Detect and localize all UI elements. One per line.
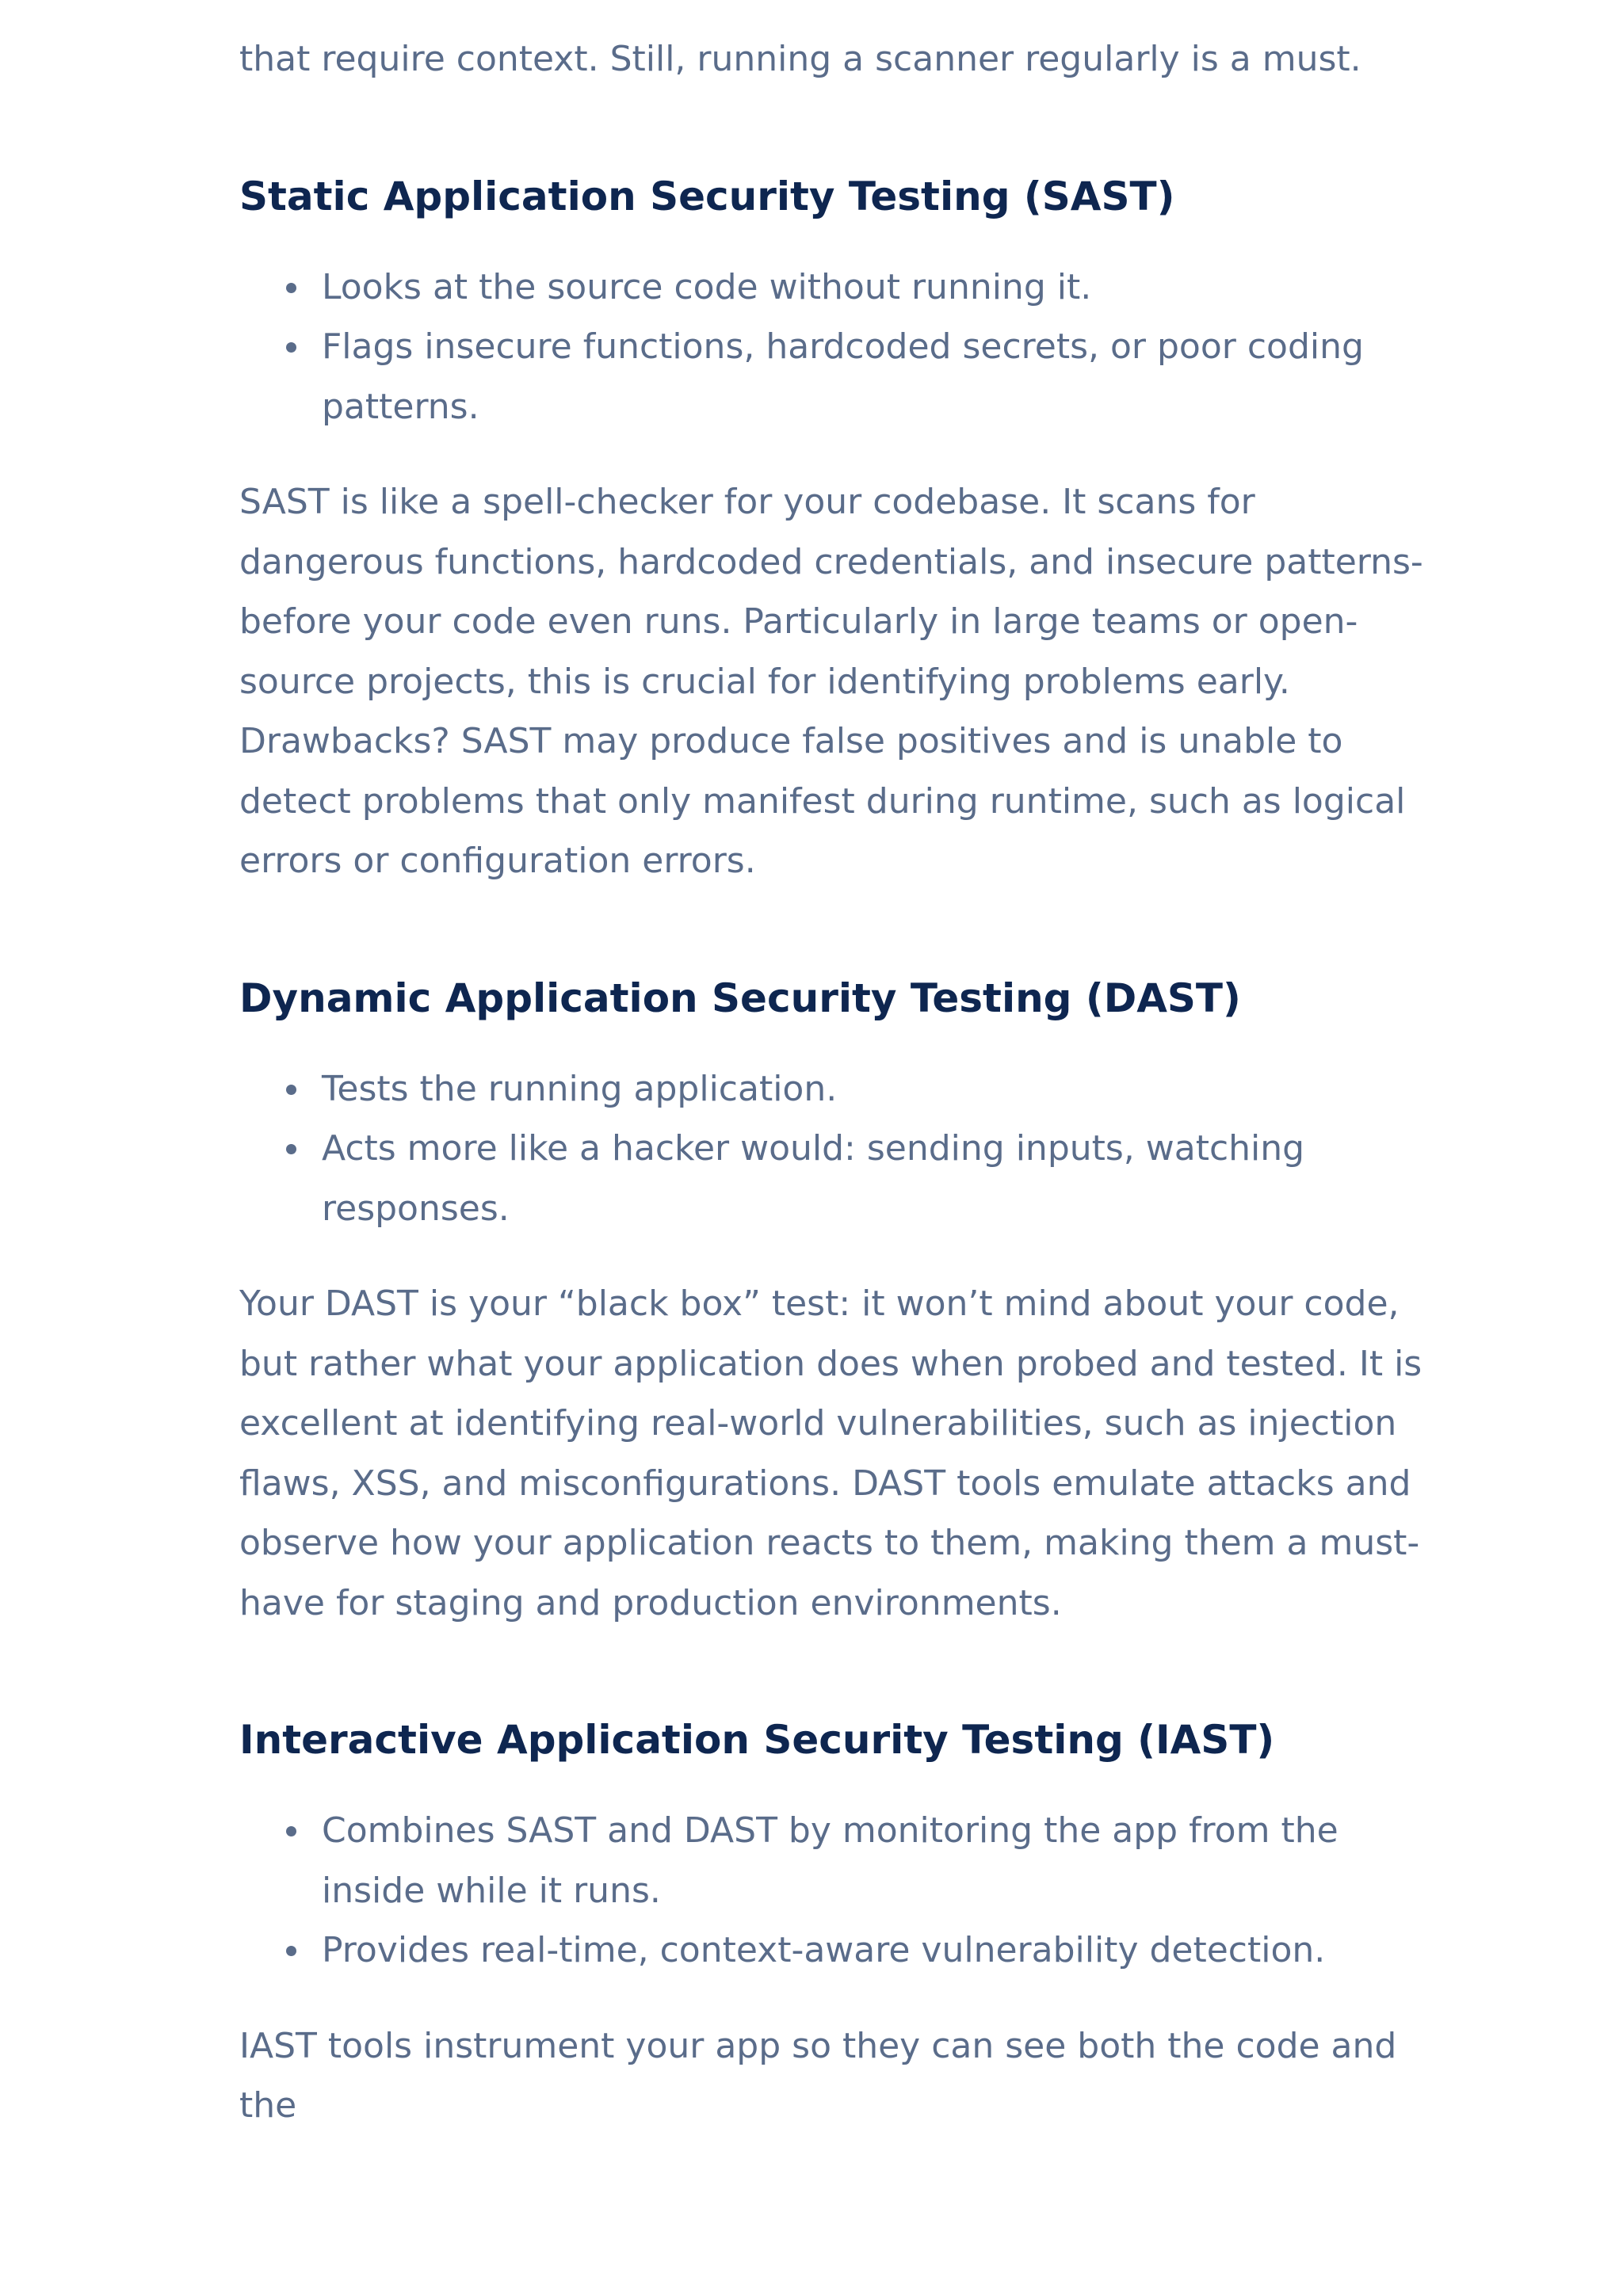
bullet-list-dast [239, 1059, 1444, 1239]
intro-paragraph: that require context. Still, running a scanner regularly is a must. [239, 39, 1361, 79]
section-heading-dast: Dynamic Application Security Testing (DAST) [239, 974, 1241, 1021]
list-item: Provides real-time, context-aware vulnerability detection. [322, 1920, 1444, 1981]
list-item: Flags insecure functions, hardcoded secrets, or poor coding patterns. [322, 317, 1444, 437]
list-item: Acts more like a hacker would: sending inputs, watching responses. [322, 1119, 1444, 1238]
bullet-list-sast [239, 257, 1444, 437]
section-heading-sast: Static Application Security Testing (SAST) [239, 173, 1175, 219]
list-item: Combines SAST and DAST by monitoring the app from the inside while it runs. [322, 1801, 1444, 1920]
article-body [239, 39, 1444, 2136]
section-heading-iast: Interactive Application Security Testing (IAST) [239, 1717, 1275, 1763]
list-item: Tests the running application. [322, 1059, 1444, 1119]
section-paragraph-iast: IAST tools instrument your app so they can see both the code and the [239, 2025, 1397, 2126]
section-paragraph-dast: Your DAST is your “black box” test: it won’t mind about your code, but rather what your application does when probed and tested. It is excellent at identifying real-world vulnerabilities, such as injection flaws, XSS, and misconfigurations. DAST tools emulate attacks and observe how your application reacts to them, making them a must-have for staging and production environments. [239, 1283, 1423, 1623]
list-item: Looks at the source code without running it. [322, 257, 1444, 318]
section-paragraph-sast: SAST is like a spell-checker for your codebase. It scans for dangerous functions, hardcoded credentials, and insecure patterns-before your code even runs. Particularly in large teams or open-source projects, this is crucial for identifying problems early. Drawbacks? SAST may produce false positives and is unable to detect problems that only manifest during runtime, such as logical errors or configuration errors. [239, 482, 1423, 881]
bullet-list-iast [239, 1801, 1444, 1981]
